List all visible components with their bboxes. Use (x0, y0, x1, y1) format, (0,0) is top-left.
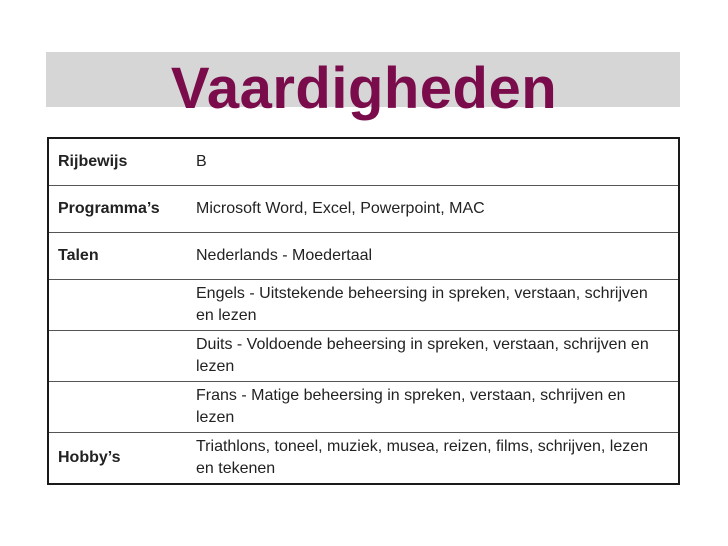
page-title: Vaardigheden (170, 56, 558, 121)
table-row (48, 233, 679, 280)
row-label (48, 382, 186, 433)
row-value: Triathlons, toneel, muziek, musea, reizen, films, schrijven, lezen en tekenen (186, 433, 679, 485)
row-value: Microsoft Word, Excel, Powerpoint, MAC (186, 186, 679, 233)
row-label: Rijbewijs (58, 153, 128, 170)
table-row (48, 331, 679, 382)
row-value: Duits - Voldoende beheersing in spreken, verstaan, schrijven en lezen (186, 331, 679, 382)
table-row (48, 138, 679, 186)
row-value: Nederlands - Moedertaal (186, 233, 679, 280)
table-row (48, 280, 679, 331)
row-label (48, 331, 186, 382)
row-value: Frans - Matige beheersing in spreken, verstaan, schrijven en lezen (186, 382, 679, 433)
table-row (48, 382, 679, 433)
row-label: Talen (48, 233, 186, 280)
row-value: Engels - Uitstekende beheersing in spreken, verstaan, schrijven en lezen (186, 280, 679, 331)
row-label: Hobby’s (48, 433, 186, 485)
table-row (48, 186, 679, 233)
row-value: B (196, 153, 207, 170)
table-row (48, 433, 679, 485)
row-label: Programma’s (48, 186, 186, 233)
row-label (48, 280, 186, 331)
skills-table (47, 137, 680, 485)
